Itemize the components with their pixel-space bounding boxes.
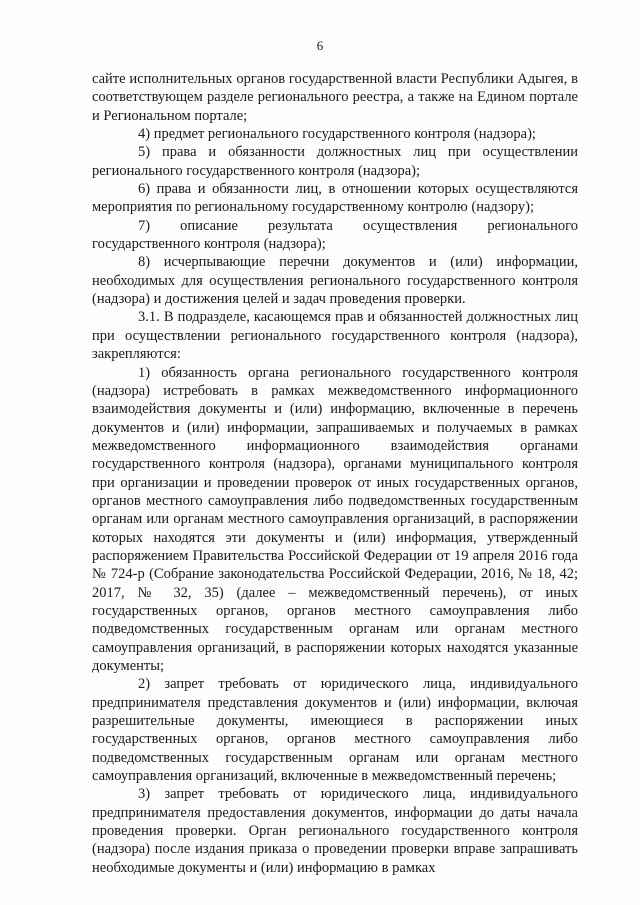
paragraph-subitem-1: 1) обязанность органа регионального государственного контроля (надзора) истребовать в рамках межведомственного информационного взаимодействия документы и (или) информацию, включенные в перечень документов и (или) информации, запрашиваемых и получаемых в рамках межведомственного информационного взаимодействия органами государственного контроля (надзора), органами муниципального контроля при организации и проведении проверок от иных государственных органов, органов местного самоуправления либо подведомственных государственным органам или органам местного самоуправления организаций, в распоряжении которых находятся эти документы и (или) информация, утвержденный распоряжением Правительства Российской Федерации от 19 апреля 2016 года № 724-р (Собрание законодательства Российской Федерации, 2016, № 18, 42; 2017, № 32, 35) (далее – межведомственный перечень), от иных государственных органов, органов местного самоуправления либо подведомственных государственным органам или органам местного самоуправления организаций, в распоряжении которых находятся указанные документы; (92, 364, 578, 674)
paragraph-continuation: сайте исполнительных органов государственной власти Республики Адыгея, в соответствующем разделе регионального реестра, а также на Едином портале и Региональном портале; (92, 71, 578, 124)
paragraph-item-7: 7) описание результата осуществления регионального государственного контроля (надзора); (92, 217, 578, 253)
paragraph-section-3-1: 3.1. В подразделе, касающемся прав и обязанностей должностных лиц при осуществлении регионального государственного контроля (надзора), закрепляются: (92, 309, 578, 363)
paragraph-item-5: 5) права и обязанности должностных лиц при осуществлении регионального государственного контроля (надзора); (92, 144, 578, 179)
paragraph-item-6: 6) права и обязанности лиц, в отношении которых осуществляются мероприятия по региональному государственному контролю (надзору); (92, 181, 578, 216)
paragraph-item-8: 8) исчерпывающие перечни документов и (или) информации, необходимых для осуществления регионального государственного контроля (надзора) и достижения целей и задач проведения проверки. (92, 254, 578, 308)
paragraph-subitem-2: 2) запрет требовать от юридического лица, индивидуального предпринимателя представления документов и (или) информации, включая разрешительные документы, имеющиеся в распоряжении иных государственных органов, органов местного самоуправления либо подведомственных государственным органам или органам местного самоуправления организаций, включенные в межведомственный перечень; (92, 676, 578, 785)
document-body (92, 70, 578, 877)
paragraph-subitem-3: 3) запрет требовать от юридического лица, индивидуального предпринимателя предоставления документов, информации до даты начала проведения проверки. Орган регионального государственного контроля (надзора) после издания приказа о проведении проверки вправе запрашивать необходимые документы и (или) информацию в рамках (92, 786, 578, 876)
page-number: 6 (316, 38, 324, 53)
paragraph-item-4: 4) предмет регионального государственного контроля (надзора); (138, 126, 536, 143)
